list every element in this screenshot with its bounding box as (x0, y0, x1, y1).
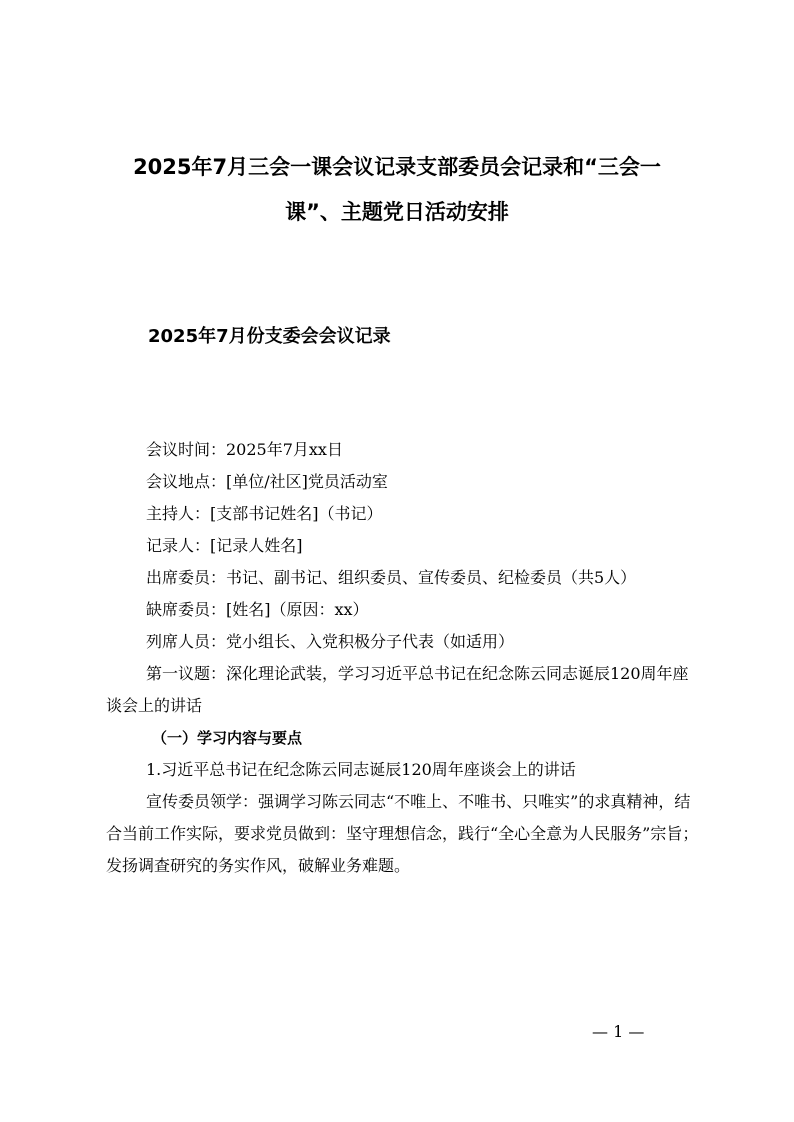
document-title-line-1: 2025年7月三会一课会议记录支部委员会记录和“三会一 (133, 155, 661, 179)
meeting-host: 主持人：[支部书记姓名]（书记） (146, 504, 383, 523)
first-agenda-item: 第一议题：深化理论武装，学习习近平总书记在纪念陈云同志诞辰120周年座谈会上的讲话 (106, 664, 689, 715)
page-number: — 1 — (592, 1022, 645, 1041)
attending-members: 出席委员：书记、副书记、组织委员、宣传委员、纪检委员（共5人） (146, 568, 637, 587)
meeting-location: 会议地点：[单位/社区]党员活动室 (146, 472, 388, 491)
document-title (100, 145, 694, 235)
document-body (106, 434, 700, 882)
meeting-time: 会议时间：2025年7月xx日 (146, 440, 343, 459)
study-item-1: 1.习近平总书记在纪念陈云同志诞辰120周年座谈会上的讲话 (146, 760, 576, 779)
absent-members: 缺席委员：[姓名]（原因：xx） (146, 600, 369, 619)
study-content-subheading: （一）学习内容与要点 (152, 729, 303, 747)
study-item-1-detail: 宣传委员领学：强调学习陈云同志“不唯上、不唯书、只唯实”的求真精神，结合当前工作实际，要求党员做到：坚守理想信念，践行“全心全意为人民服务”宗旨；发扬调查研究的务实作风，破解业务难题。 (106, 792, 699, 875)
section-heading: 2025年7月份支委会会议记录 (148, 326, 391, 347)
document-title-line-2: 课”、主题党日活动安排 (285, 200, 509, 224)
meeting-recorder: 记录人：[记录人姓名] (146, 536, 303, 555)
observers: 列席人员：党小组长、入党积极分子代表（如适用） (146, 632, 515, 651)
